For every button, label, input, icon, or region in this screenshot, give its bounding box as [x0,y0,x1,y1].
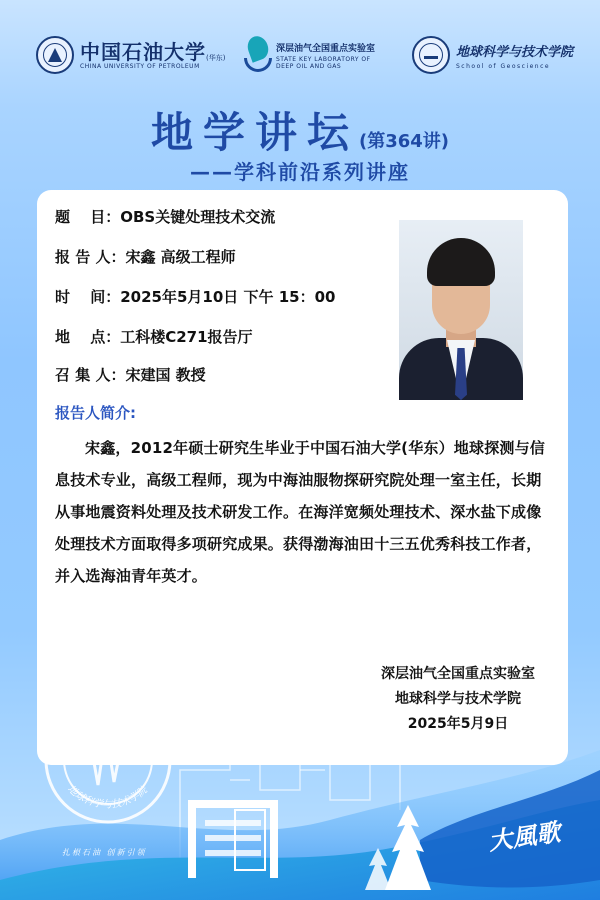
upc-campus: (华东) [206,53,226,62]
lab-logo [244,33,375,77]
topic-row [55,206,275,227]
host-value: 宋建国 教授 [125,366,206,384]
time-label: 时 间： [55,288,121,306]
info-card [37,190,568,765]
slogan-text: 扎根石油 创新引领 [62,848,147,857]
intro-body: 宋鑫，2012年硕士研究生毕业于中国石油大学(华东）地球探测与信息技术专业，高级工程师，现为中海油服物探研究院处理一室主任，长期从事地震资料处理及技术研发工作。在海洋宽频处理技术、深水盐下成像处理技术方面取得多项研究成果。获得渤海油田十三五优秀科技工作者，并入选海油青年英才。 [55,439,546,585]
lab-name: 深层油气全国重点实验室 [276,43,376,54]
host-label: 召 集 人： [55,366,126,384]
poster-title [0,100,600,160]
speaker-row [55,246,236,267]
topic-value: OBS关键处理技术交流 [120,208,276,226]
speaker-value: 宋鑫 高级工程师 [125,248,236,266]
school-name: 地球科学与技术学院 [456,44,574,60]
signature-date: 2025年5月9日 [407,716,509,732]
signature-school: 地球科学与技术学院 [395,691,521,707]
lecture-number: (第364讲) [358,131,450,152]
lab-name-en-1: STATE KEY LABORATORY OF [276,55,371,63]
school-name-en: School of Geoscience [456,62,551,70]
upc-logo [36,33,225,77]
place-row [55,326,253,347]
upc-name-en: CHINA UNIVERSITY OF PETROLEUM [80,62,200,70]
intro-title: 报告人简介: [55,404,136,422]
time-row [55,286,336,307]
place-label: 地 点： [55,328,121,346]
upc-name: 中国石油大学 [80,39,206,64]
lab-name-en-2: DEEP OIL AND GAS [276,62,342,70]
host-row [55,364,206,385]
title-main: 地学讲坛 [150,108,359,157]
campus-illustration [0,690,600,900]
emblem-text-cn: 地球科学与技术学院 [65,783,150,811]
poster-subtitle: ——学科前沿系列讲座 [190,160,410,184]
signature-lab: 深层油气全国重点实验室 [381,666,535,682]
school-seal-icon [412,36,450,74]
calligraphy-text: 大風歌 [486,817,562,856]
speaker-photo [399,220,523,400]
speaker-label: 报 告 人： [55,248,126,266]
school-logo [412,33,573,77]
topic-label: 题 目： [55,208,121,226]
place-value: 工科楼C271报告厅 [120,328,253,346]
upc-seal-icon [36,36,74,74]
flame-icon [244,36,272,74]
time-value: 2025年5月10日 下午 15：00 [120,288,336,306]
emblem-text: School of Geosciences [43,692,168,748]
